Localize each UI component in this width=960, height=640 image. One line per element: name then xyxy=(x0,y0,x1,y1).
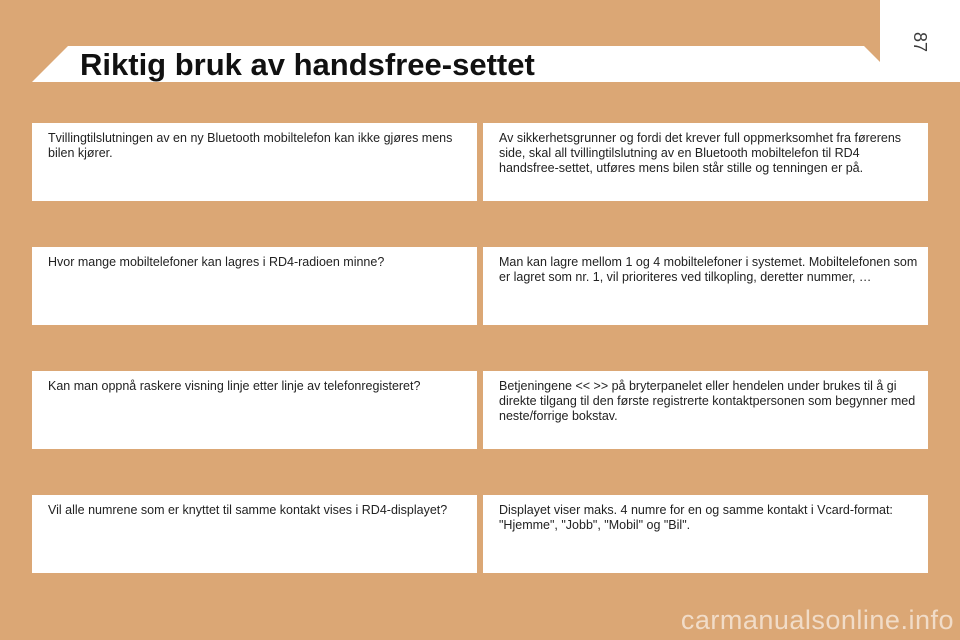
question-box: Tvillingtilslutningen av en ny Bluetooth mobiltelefon kan ikke gjøres mens bilen kjører. xyxy=(32,123,477,201)
question-box: Kan man oppnå raskere visning linje etter linje av telefonregisteret? xyxy=(32,371,477,449)
answer-box: Av sikkerhetsgrunner og fordi det krever full oppmerksomhet fra førerens side, skal all tvillingtilslutning av en Bluetooth mobiltelefon til RD4 handsfree-settet, utføres mens bilen står stille og tenningen er på. xyxy=(483,123,928,201)
question-box: Hvor mange mobiltelefoner kan lagres i RD4-radioen minne? xyxy=(32,247,477,325)
answer-box: Betjeningene << >> på bryterpanelet eller hendelen under brukes til å gi direkte tilgang til den første registrerte kontaktpersonen som begynner med neste/forrige bokstav. xyxy=(483,371,928,449)
answer-box: Man kan lagre mellom 1 og 4 mobiltelefoner i systemet. Mobiltelefonen som er lagret som nr. 1, vil prioriteres ved tilkopling, deretter nummer, … xyxy=(483,247,928,325)
title-banner xyxy=(32,46,900,82)
page-title: Riktig bruk av handsfree-settet xyxy=(80,47,535,82)
question-box: Vil alle numrene som er knyttet til samme kontakt vises i RD4-displayet? xyxy=(32,495,477,573)
page-number: 87 xyxy=(910,31,930,53)
qa-row xyxy=(32,123,928,201)
answer-box: Displayet viser maks. 4 numre for en og samme kontakt i Vcard-format: "Hjemme", "Jobb", "Mobil" og "Bil". xyxy=(483,495,928,573)
qa-row xyxy=(32,495,928,573)
qa-row xyxy=(32,247,928,325)
qa-row xyxy=(32,371,928,449)
watermark: carmanualsonline.info xyxy=(680,605,954,635)
